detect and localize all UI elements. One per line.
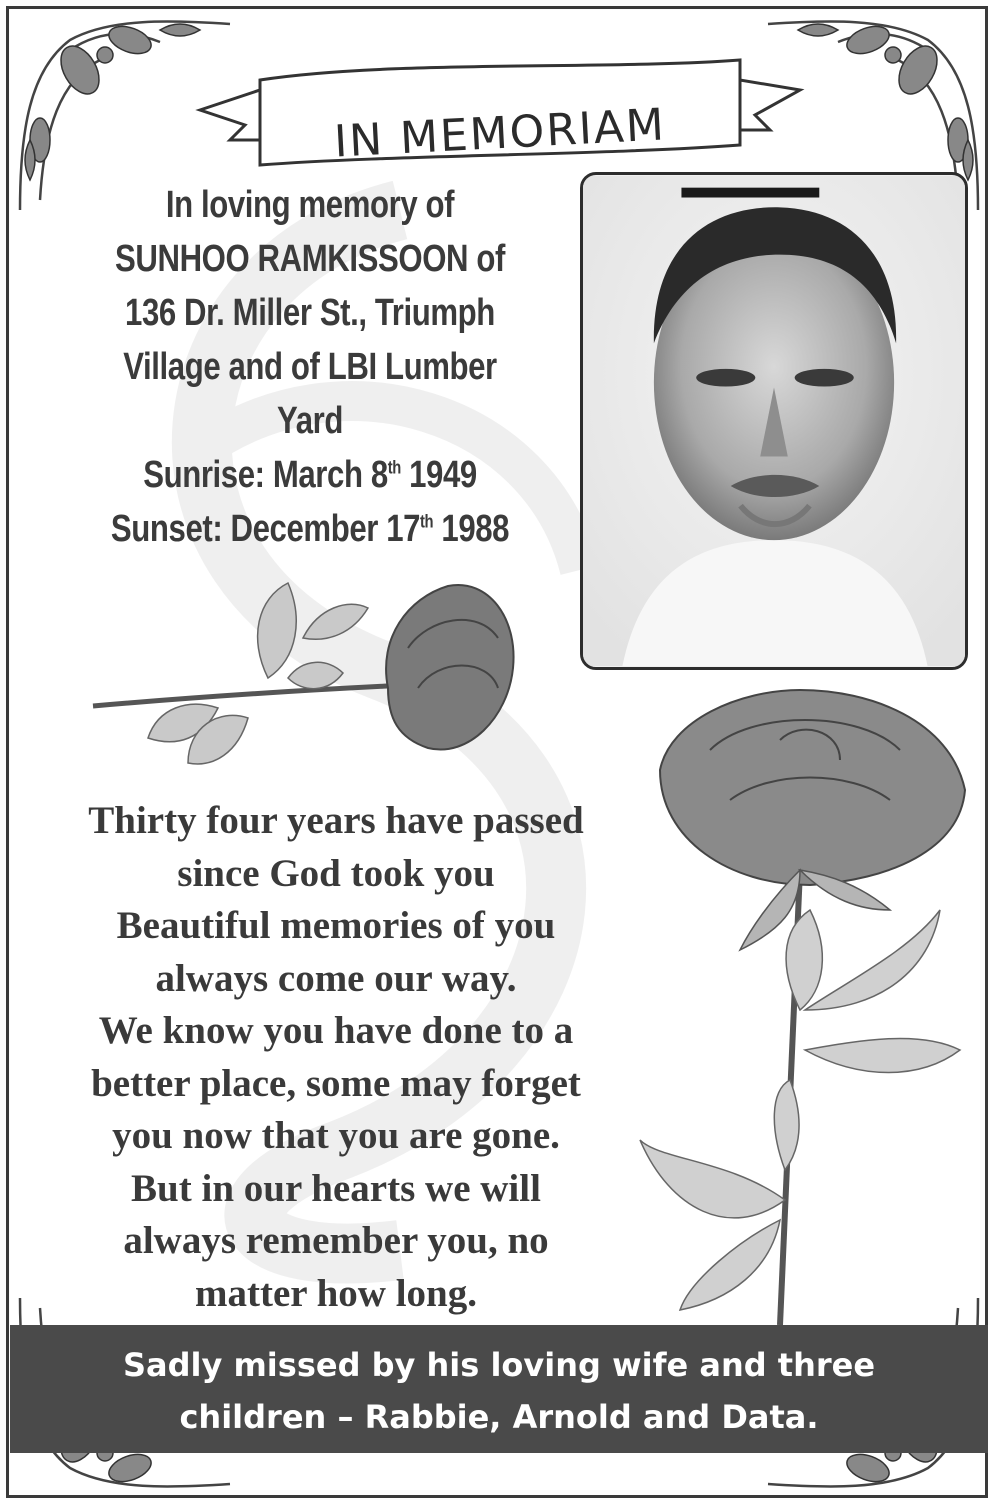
verse-line: since God took you: [177, 851, 495, 895]
verse-line: better place, some may forget: [91, 1061, 581, 1105]
sunset-line: [89, 502, 532, 556]
name-line: [89, 232, 532, 286]
rose-icon: [88, 578, 528, 788]
verse-line: But in our hearts we will: [131, 1166, 541, 1210]
footer-line-2: children – Rabbie, Arnold and Data.: [179, 1398, 819, 1436]
address-line-1: 136 Dr. Miller St., Triumph: [125, 292, 495, 334]
verse-line: We know you have done to a: [98, 1009, 574, 1052]
rose-icon: [630, 680, 970, 1330]
footer-message: [10, 1339, 988, 1443]
intro-line: In loving memory of: [165, 184, 455, 226]
sunrise-year: 1949: [400, 454, 477, 496]
portrait-photo: [580, 172, 968, 670]
verse-line: you now that you are gone.: [112, 1114, 560, 1157]
verse-line: Beautiful memories of you: [116, 904, 556, 947]
verse-line: matter how long.: [194, 1271, 477, 1315]
sunrise-ordinal: th: [387, 457, 401, 478]
page-title: IN MEMORIAM: [332, 99, 668, 168]
verse-line: always come our way.: [155, 956, 517, 1000]
address-line-3: Yard: [277, 400, 343, 442]
name-suffix: of: [468, 238, 505, 280]
deceased-name: SUNHOO RAMKISSOON: [115, 238, 469, 280]
sunset-ordinal: th: [420, 511, 434, 532]
verse-line: always remember you, no: [123, 1219, 549, 1262]
footer-banner: [10, 1325, 988, 1453]
memorial-verse: [36, 795, 636, 1320]
sunset-text: Sunset: December 17: [110, 508, 421, 550]
verse-line: Thirty four years have passed: [88, 799, 584, 842]
sunrise-line: [89, 448, 532, 502]
sunrise-text: Sunrise: March 8: [143, 454, 388, 496]
title-ribbon: [190, 30, 810, 180]
intro-block: [89, 178, 532, 556]
footer-line-1: Sadly missed by his loving wife and three: [122, 1346, 876, 1384]
address-line-2: Village and of LBI Lumber: [123, 346, 497, 388]
sunset-year: 1988: [433, 508, 510, 550]
